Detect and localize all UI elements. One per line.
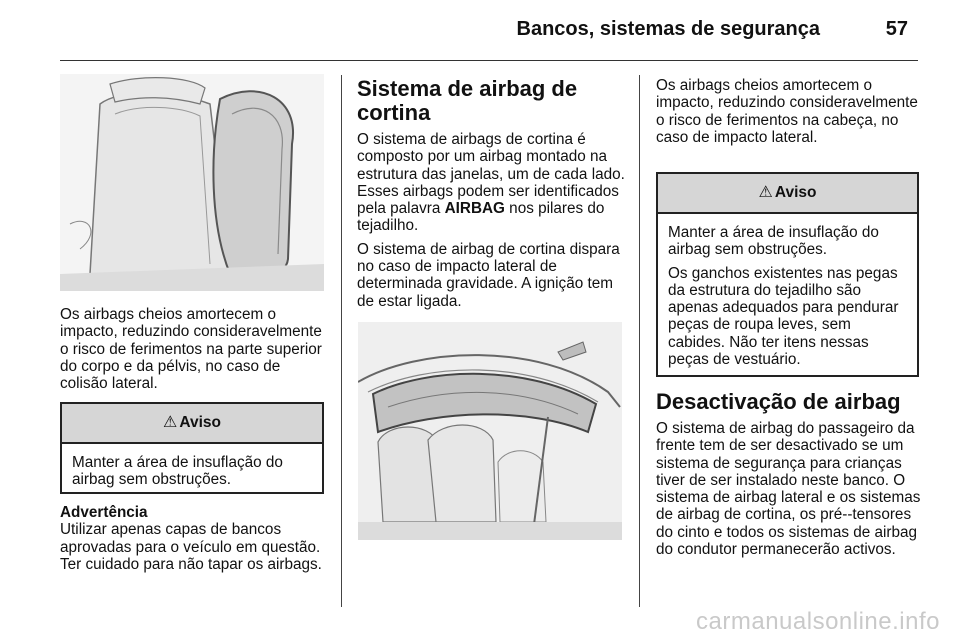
curtain-airbag-drawing [358, 322, 622, 540]
header-rule [60, 60, 918, 61]
seat-airbag-drawing [60, 74, 324, 291]
warning-text: Manter a área de insuflação do airbag sem obstruções. [668, 224, 879, 259]
warning-heading-label: Aviso [179, 414, 221, 431]
deactivation-text: O sistema de airbag do passageiro da frente tem de ser desactivado se um sistema de segurança para crianças tiver de ser instalado neste banco. O sistema de airbag lateral e os sistemas de airbag de cortina, os pré--tensores do cinto e todos os sistemas de airbag do condutor permanecerão activos. [656, 420, 921, 559]
warning-box-side-airbag [60, 402, 324, 494]
page-number: 57 [885, 18, 908, 40]
warning-triangle-icon: ⚠ [163, 414, 178, 431]
deactivation-section [656, 390, 922, 564]
curtain-airbag-text-b: nos pilares do tejadilho. [357, 200, 605, 235]
section-heading-deactivation: Desactivação de airbag [656, 389, 901, 414]
warning-text: Os ganchos existentes nas pegas da estrutura do tejadilho são apenas adequados para pendurar peças de roupa leves, sem cabides. Não ter itens nessas peças de vestuário. [668, 264, 899, 369]
watermark: carmanualsonline.info [696, 608, 940, 635]
warning-heading [658, 174, 917, 214]
seat-side-airbag-illustration [60, 74, 324, 291]
note-title: Advertência [60, 504, 148, 521]
column-2-text [357, 77, 625, 316]
side-airbag-description: Os airbags cheios amortecem o impacto, reduzindo consideravelmente o risco de ferimentos na parte superior do corpo e da pélvis, no caso de colisão lateral. [60, 306, 322, 393]
seat-cover-note [60, 504, 328, 579]
column-1-text [60, 306, 328, 398]
column-3-text [656, 77, 921, 152]
curtain-airbag-illustration [358, 322, 622, 540]
column-divider [639, 75, 640, 607]
note-text: Utilizar apenas capas de bancos aprovadas para o veículo em questão. Ter cuidado para não tapar os airbags. [60, 521, 322, 573]
airbag-label: AIRBAG [444, 200, 505, 218]
warning-heading-label: Aviso [774, 184, 817, 201]
curtain-airbag-description [357, 131, 625, 235]
curtain-airbag-text-a: O sistema de airbags de cortina é composto por um airbag montado na estrutura das janelas, um de cada lado. Esses airbags podem ser identificados pela palavra [357, 131, 625, 218]
column-divider [341, 75, 342, 607]
warning-heading [62, 404, 322, 444]
section-heading-curtain-airbag: Sistema de airbag de cortina [357, 76, 578, 125]
curtain-airbag-trigger: O sistema de airbag de cortina dispara no caso de impacto lateral de determinada gravidade. A ignição tem de estar ligada. [357, 240, 620, 310]
warning-triangle-icon: ⚠ [758, 184, 773, 201]
warning-box-curtain-airbag [656, 172, 919, 377]
warning-text: Manter a área de insuflação do airbag sem obstruções. [72, 454, 283, 489]
curtain-airbag-effect: Os airbags cheios amortecem o impacto, reduzindo consideravelmente o risco de ferimentos na cabeça, no caso de impacto lateral. [656, 77, 918, 146]
page-header-title: Bancos, sistemas de segurança [516, 18, 820, 40]
